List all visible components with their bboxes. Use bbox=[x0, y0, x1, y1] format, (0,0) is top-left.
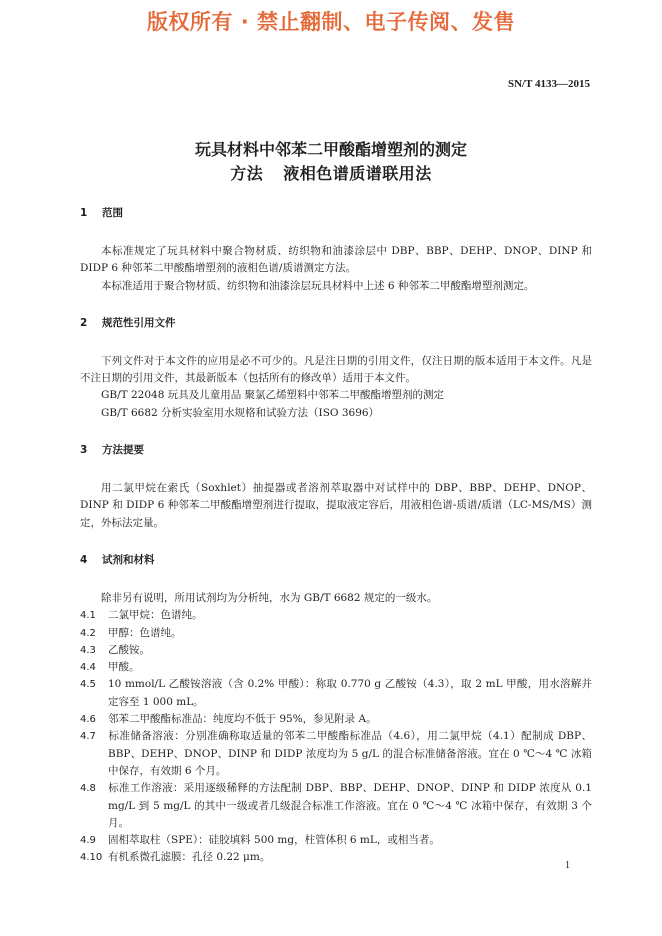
document-title-line1: 玩具材料中邻苯二甲酸酯增塑剂的测定 bbox=[194, 140, 467, 159]
list-item bbox=[80, 832, 592, 849]
item-text: 乙酸铵。 bbox=[108, 643, 150, 656]
list-item bbox=[80, 625, 592, 642]
item-number: 4.7 bbox=[80, 731, 96, 743]
item-text: 有机系微孔滤膜：孔径 0.22 μm。 bbox=[108, 851, 271, 864]
item-text: 二氯甲烷：色谱纯。 bbox=[108, 609, 203, 622]
paragraph: 用二氯甲烷在索氏（Soxhlet）抽提器或者溶剂萃取器中对试样中的 DBP、BBP、DEHP、DNOP、DINP 和 DIDP 6 种邻苯二甲酸酯增塑剂进行提取，提取液定容后，用液相色谱-质谱/质谱（LC-MS/MS）测定，外标法定量。 bbox=[80, 482, 592, 529]
standard-number: SN/T 4133—2015 bbox=[507, 78, 590, 90]
list-item bbox=[80, 711, 592, 728]
list-item bbox=[80, 642, 592, 659]
section-heading-normative-references bbox=[80, 315, 592, 331]
section-heading-scope bbox=[80, 205, 592, 221]
paragraph: 下列文件对于本文件的应用是必不可少的。凡是注日期的引用文件，仅注日期的版本适用于本文件。凡是不注日期的引用文件，其最新版本（包括所有的修改单）适用于本文件。 bbox=[80, 354, 592, 385]
section-heading-method-summary bbox=[80, 442, 592, 458]
section-number: 4 bbox=[80, 553, 88, 566]
paragraph: 除非另有说明，所用试剂均为分析纯，水为 GB/T 6682 规定的一级水。 bbox=[101, 591, 438, 604]
item-text: 甲酸。 bbox=[108, 661, 140, 674]
list-item bbox=[80, 849, 592, 866]
list-item bbox=[80, 659, 592, 676]
item-number: 4.8 bbox=[80, 783, 96, 795]
item-number: 4.1 bbox=[80, 610, 96, 622]
list-item bbox=[80, 728, 592, 780]
item-text: 标准储备溶液：分别准确称取适量的邻苯二甲酸酯标准品（4.6），用二氯甲烷（4.1）配制成 DBP、BBP、DEHP、DNOP、DINP 和 DIDP 浓度均为 5 g/L 的混合标准储备溶液。宜在 0 ℃～4 ℃ 冰箱中保存，有效期 6 个月。 bbox=[108, 730, 592, 777]
item-text: 固相萃取柱（SPE）：硅胶填料 500 mg，柱管体积 6 mL，或相当者。 bbox=[108, 834, 440, 847]
document-title-line2 bbox=[0, 161, 662, 184]
item-number: 4.10 bbox=[80, 852, 103, 864]
item-number: 4.4 bbox=[80, 662, 96, 674]
item-text: 标准工作溶液：采用逐级稀释的方法配制 DBP、BBP、DEHP、DNOP、DINP 和 DIDP 浓度从 0.1 mg/L 到 5 mg/L 的其中一级或者几级混合标准工作溶液。宜在 0 ℃～4 ℃ 冰箱中保存，有效期 3 个月。 bbox=[108, 782, 592, 829]
section-number: 1 bbox=[80, 207, 88, 219]
section-heading-reagents bbox=[80, 552, 592, 568]
section-title: 规范性引用文件 bbox=[102, 316, 176, 329]
item-text: 邻苯二甲酸酯标准品：纯度均不低于 95%，参见附录 A。 bbox=[108, 713, 377, 726]
list-item bbox=[80, 676, 592, 711]
copyright-banner: 版权所有 · 禁止翻制、电子传阅、发售 bbox=[146, 10, 516, 34]
section-number: 2 bbox=[80, 316, 88, 329]
paragraph: 本标准适用于聚合物材质、纺织物和油漆涂层玩具材料中上述 6 种邻苯二甲酸酯增塑剂测定。 bbox=[101, 279, 535, 292]
list-item bbox=[80, 780, 592, 832]
item-number: 4.9 bbox=[80, 835, 96, 847]
reference-item: GB/T 6682 分析实验室用水规格和试验方法（ISO 3696） bbox=[101, 406, 380, 419]
list-item bbox=[80, 607, 592, 624]
document-body bbox=[80, 205, 592, 867]
item-number: 4.6 bbox=[80, 714, 96, 726]
paragraph: 本标准规定了玩具材料中聚合物材质、纺织物和油漆涂层中 DBP、BBP、DEHP、DNOP、DINP 和 DIDP 6 种邻苯二甲酸酯增塑剂的液相色谱/质谱测定方法。 bbox=[80, 245, 592, 275]
reference-item: GB/T 22048 玩具及儿童用品 聚氯乙烯塑料中邻苯二甲酸酯增塑剂的测定 bbox=[101, 389, 445, 402]
section-title: 试剂和材料 bbox=[102, 553, 155, 566]
section-title: 方法提要 bbox=[102, 444, 144, 457]
title-method-label: 方法 bbox=[230, 164, 264, 183]
section-title: 范围 bbox=[102, 207, 123, 219]
item-number: 4.5 bbox=[80, 679, 96, 691]
item-number: 4.3 bbox=[80, 644, 96, 656]
title-method-name: 液相色谱质谱联用法 bbox=[283, 164, 432, 183]
item-text: 10 mmol/L 乙酸铵溶液（含 0.2% 甲酸）：称取 0.770 g 乙酸铵（4.3），取 2 mL 甲酸，用水溶解并定容至 1 000 mL。 bbox=[108, 678, 592, 708]
section-number: 3 bbox=[80, 444, 88, 457]
page-number: 1 bbox=[565, 860, 570, 871]
item-text: 甲醇：色谱纯。 bbox=[108, 626, 182, 639]
item-number: 4.2 bbox=[80, 627, 96, 639]
